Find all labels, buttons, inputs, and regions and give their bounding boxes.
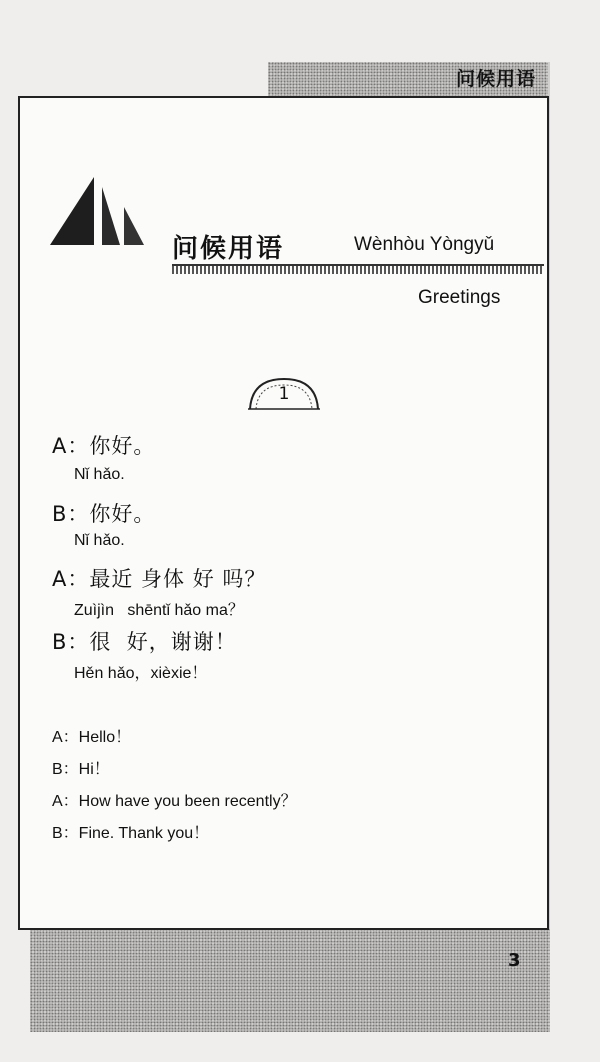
dialogue-line-chinese: B：你好。: [52, 502, 156, 526]
running-header: 问候用语: [455, 68, 536, 90]
lesson-title-chinese: 问候用语: [172, 234, 285, 264]
page-number: 3: [508, 950, 521, 971]
translation-line: A：How have you been recently？: [52, 793, 297, 810]
lesson-number: 1: [278, 384, 290, 404]
lesson-title-english: Greetings: [418, 287, 501, 308]
dialogue-line-pinyin: Hěn hǎo，xièxie！: [74, 665, 208, 682]
sailboat-icon: [50, 177, 146, 249]
dialogue-line-chinese: B：很 好，谢谢！: [52, 630, 237, 654]
dialogue-line-pinyin: Nǐ hǎo.: [74, 532, 125, 549]
dialogue-line-pinyin: Nǐ hǎo.: [74, 466, 125, 483]
translation-line: B：Hi！: [52, 761, 110, 778]
dialogue-line-pinyin: Zuìjìn shēntǐ hǎo ma？: [74, 602, 244, 619]
lesson-title-pinyin: Wènhòu Yòngyǔ: [354, 234, 495, 255]
translation-line: B：Fine. Thank you！: [52, 825, 210, 842]
translation-line: A：Hello！: [52, 729, 132, 746]
dialogue-line-chinese: A：你好。: [52, 434, 156, 458]
dialogue-line-chinese: A：最近 身体 好 吗？: [52, 567, 267, 591]
footer-band: [30, 928, 550, 1032]
title-divider: [172, 264, 544, 274]
